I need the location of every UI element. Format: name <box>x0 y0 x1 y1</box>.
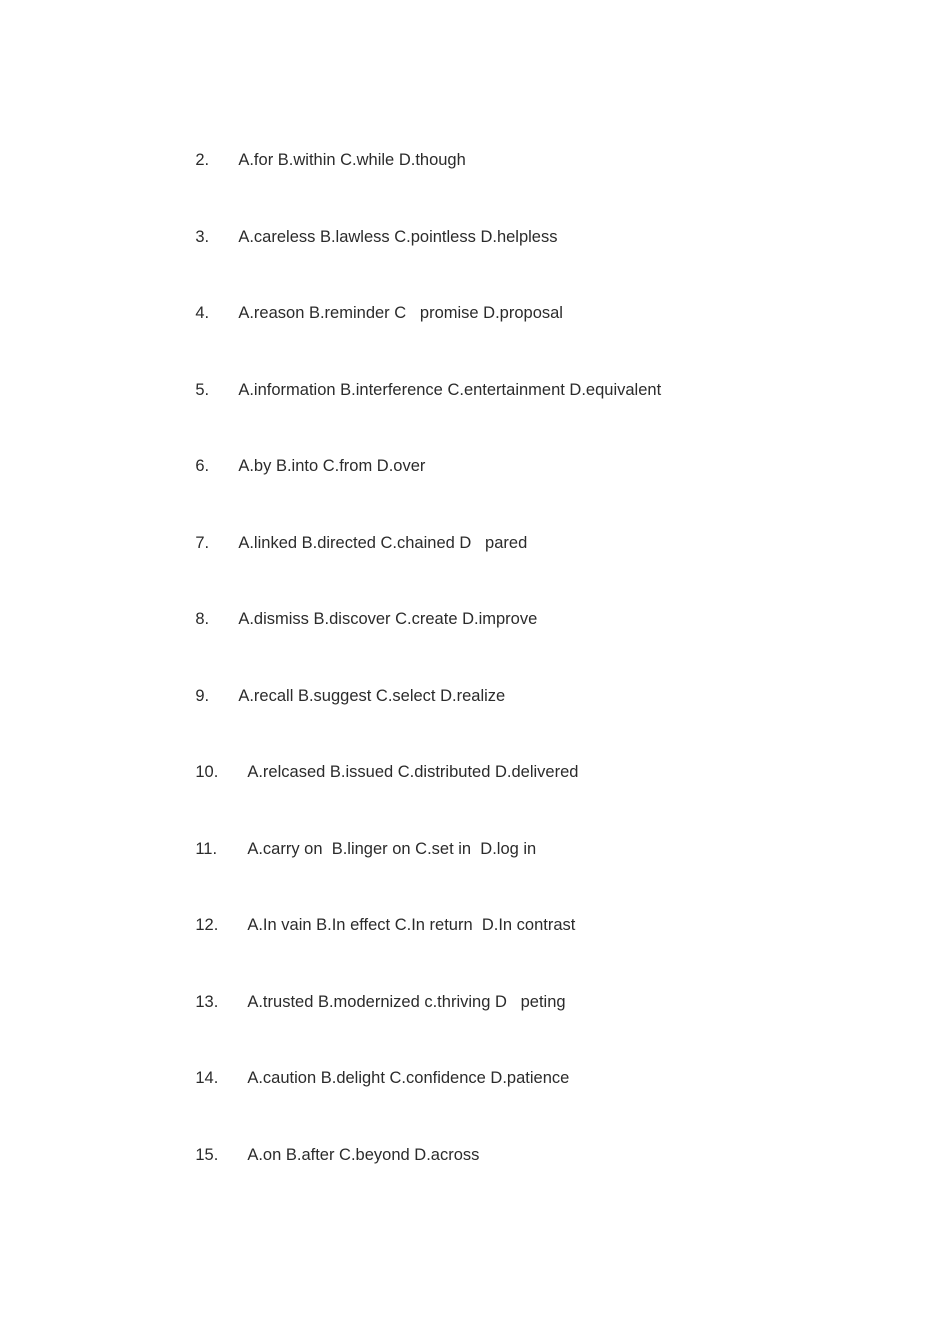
question-item <box>177 430 426 475</box>
question-number: 3. <box>195 228 210 246</box>
question-options: A.linked B.directed C.chained D pared <box>238 534 528 552</box>
question-number: 7. <box>195 534 210 552</box>
question-options: A.information B.interference C.entertainment D.equivalent <box>238 381 662 399</box>
question-options: A.by B.into C.from D.over <box>238 457 426 475</box>
question-item <box>177 736 579 781</box>
question-item <box>177 277 563 322</box>
question-number: 5. <box>195 381 210 399</box>
question-options: A.caution B.delight C.confidence D.patience <box>247 1069 570 1087</box>
question-number: 9. <box>195 687 210 705</box>
question-item <box>177 201 558 246</box>
question-options: A.reason B.reminder C promise D.proposal <box>238 304 563 322</box>
question-number: 4. <box>195 304 210 322</box>
question-number: 8. <box>195 610 210 628</box>
question-item <box>177 813 537 858</box>
question-item <box>177 889 576 934</box>
question-item <box>177 583 538 628</box>
question-item <box>177 660 506 705</box>
question-number: 15. <box>195 1146 219 1164</box>
question-number: 6. <box>195 457 210 475</box>
question-item <box>177 966 566 1011</box>
question-number: 10. <box>195 763 219 781</box>
question-options: A.for B.within C.while D.though <box>238 151 466 169</box>
question-options: A.trusted B.modernized c.thriving D peting <box>247 993 566 1011</box>
question-options: A.In vain B.In effect C.In return D.In contrast <box>247 916 576 934</box>
question-options: A.dismiss B.discover C.create D.improve <box>238 610 538 628</box>
question-number: 13. <box>195 993 219 1011</box>
question-item <box>177 1119 480 1164</box>
question-number: 2. <box>195 151 210 169</box>
question-item <box>177 354 662 399</box>
question-number: 11. <box>195 840 218 858</box>
question-options: A.on B.after C.beyond D.across <box>247 1146 480 1164</box>
question-item <box>177 1042 570 1087</box>
question-item <box>177 507 528 552</box>
question-options: A.relcased B.issued C.distributed D.delivered <box>247 763 579 781</box>
question-options: A.carry on B.linger on C.set in D.log in <box>247 840 537 858</box>
question-options: A.recall B.suggest C.select D.realize <box>238 687 506 705</box>
question-options: A.careless B.lawless C.pointless D.helpless <box>238 228 558 246</box>
question-item <box>177 124 466 169</box>
question-number: 14. <box>195 1069 219 1087</box>
question-number: 12. <box>195 916 219 934</box>
